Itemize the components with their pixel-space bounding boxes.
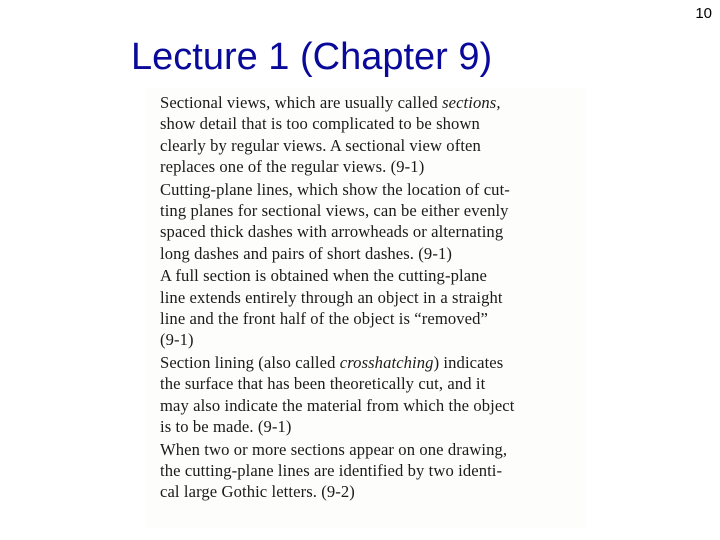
italic-term: crosshatching [339, 352, 434, 372]
paragraph [160, 439, 586, 503]
text-line [160, 243, 586, 264]
slide-number: 10 [695, 5, 712, 22]
text-line [160, 265, 586, 286]
text-line [160, 135, 586, 156]
text-line [160, 156, 586, 177]
text-line [160, 481, 586, 502]
paragraph [160, 92, 586, 178]
paragraph [160, 352, 586, 438]
slide-title: Lecture 1 (Chapter 9) [131, 36, 493, 78]
text-line [160, 221, 586, 242]
text-run: ) indicates [433, 352, 504, 372]
text-run: When two or more sections appear on one drawing, [160, 439, 508, 459]
text-line [160, 308, 586, 329]
text-run: spaced thick dashes with arrowheads or alternating [160, 222, 504, 242]
text-line [160, 92, 586, 113]
text-run: clearly by regular views. A sectional view often [160, 135, 481, 155]
text-line [160, 460, 586, 481]
text-run: the cutting-plane lines are identified by two identi- [160, 460, 503, 480]
text-run: is to be made. (9-1) [160, 417, 292, 437]
scanned-text-block [146, 88, 586, 528]
text-run: ting planes for sectional views, can be either evenly [160, 201, 509, 221]
text-run: show detail that is too complicated to be shown [160, 114, 480, 134]
text-line [160, 113, 586, 134]
paragraph [160, 179, 586, 265]
text-line [160, 179, 586, 200]
text-run: Section lining (also called [160, 352, 340, 372]
text-run: (9-1) [160, 330, 194, 350]
text-run: cal large Gothic letters. (9-2) [160, 482, 355, 502]
italic-term: sections, [442, 93, 501, 112]
text-line [160, 329, 586, 350]
text-run: line and the front half of the object is “removed” [160, 309, 488, 329]
text-line [160, 395, 586, 416]
text-run: long dashes and pairs of short dashes. (9-1) [160, 243, 452, 263]
text-line [160, 373, 586, 394]
text-run: Sectional views, which are usually called [160, 93, 443, 112]
text-run: replaces one of the regular views. (9-1) [160, 157, 425, 177]
text-line [160, 352, 586, 373]
text-line [160, 439, 586, 460]
text-line [160, 416, 586, 437]
text-run: A full section is obtained when the cutting-plane [160, 266, 488, 286]
text-run: may also indicate the material from which the object [160, 395, 515, 415]
text-line [160, 287, 586, 308]
text-run: line extends entirely through an object in a straight [160, 287, 503, 307]
text-line [160, 200, 586, 221]
text-run: the surface that has been theoretically cut, and it [160, 374, 486, 394]
paragraph [160, 265, 586, 351]
text-run: Cutting-plane lines, which show the location of cut- [160, 179, 510, 199]
